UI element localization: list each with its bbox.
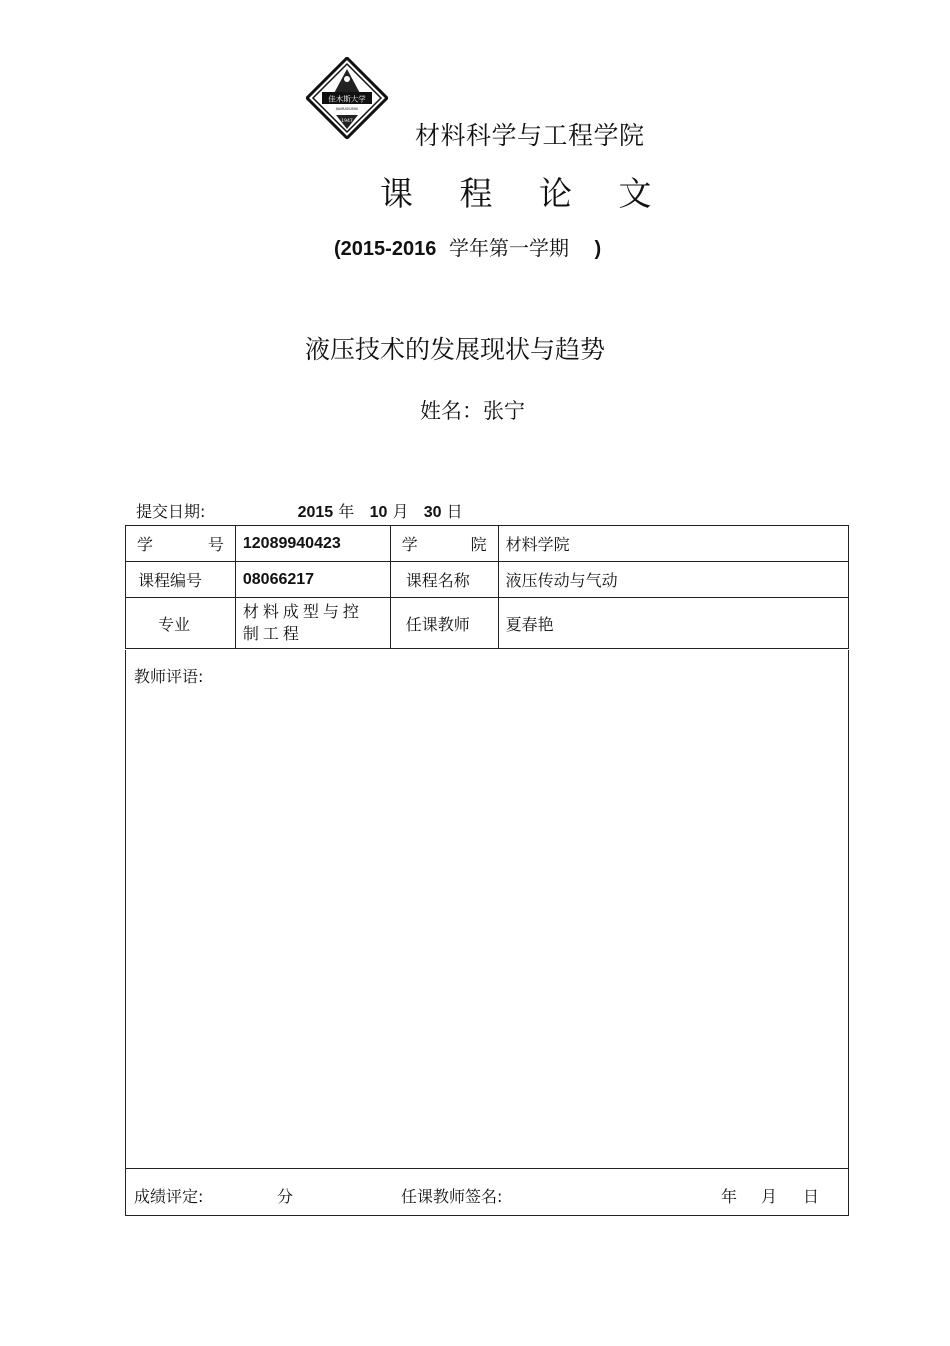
teacher-comment-label: 教师评语:: [134, 667, 204, 686]
college-label-part: 院: [470, 535, 487, 554]
table-row: [126, 526, 849, 562]
document-title: 课 程 论 文: [380, 174, 670, 213]
submission-month: 10: [369, 504, 388, 521]
major-label: 专业: [126, 598, 236, 649]
course-code-value: 08066217: [235, 562, 390, 598]
submission-month-unit: 月: [392, 502, 409, 521]
teacher-signature-label: 任课教师签名:: [401, 1187, 503, 1206]
submission-day: 30: [423, 504, 442, 521]
sign-month-unit: 月: [761, 1187, 778, 1206]
term-text: 学年第一学期: [449, 236, 570, 260]
paper-title: 液压技术的发展现状与趋势: [305, 335, 606, 364]
college-label: [390, 526, 498, 562]
submission-day-unit: 日: [446, 502, 463, 521]
college-value: 材料学院: [498, 526, 848, 562]
college-label-part: 学: [401, 535, 418, 554]
logo-motto: 佳木斯大学: [328, 94, 366, 104]
teacher-value: 夏春艳: [498, 598, 848, 649]
course-name-label: 课程名称: [390, 562, 498, 598]
academic-term: [334, 232, 601, 261]
logo-band-text: JIAMUSIUNIV: [335, 107, 359, 111]
student-id-label: [126, 526, 236, 562]
table-row: [126, 562, 849, 598]
term-years: 2015-2016: [340, 238, 437, 260]
course-name-value: 液压传动与气动: [498, 562, 848, 598]
submission-year: 2015: [297, 504, 334, 521]
term-close: ): [594, 238, 602, 260]
author-line: 姓名：张宁: [420, 399, 525, 423]
teacher-label: 任课教师: [390, 598, 498, 649]
school-name: 材料科学与工程学院: [415, 121, 645, 150]
submission-date-label: 提交日期:: [136, 502, 206, 521]
logo-year: 1947: [341, 119, 353, 124]
student-id-label-part: 号: [207, 535, 224, 554]
term-open: (: [334, 238, 341, 260]
info-table: [125, 525, 849, 649]
submission-date: [136, 499, 463, 522]
table-row: [126, 598, 849, 649]
major-value: 材料成型与控制工程: [235, 598, 390, 649]
course-code-label: 课程编号: [126, 562, 236, 598]
submission-year-unit: 年: [338, 502, 355, 521]
teacher-comment-box: [125, 650, 849, 1216]
grade-label: 成绩评定:: [134, 1187, 204, 1206]
university-logo: [306, 57, 388, 139]
grade-unit: 分: [277, 1187, 294, 1206]
sign-day-unit: 日: [803, 1187, 820, 1206]
signature-divider: [126, 1168, 848, 1169]
student-id-value: 12089940423: [235, 526, 390, 562]
sign-year-unit: 年: [721, 1187, 738, 1206]
student-id-label-part: 学: [137, 535, 154, 554]
